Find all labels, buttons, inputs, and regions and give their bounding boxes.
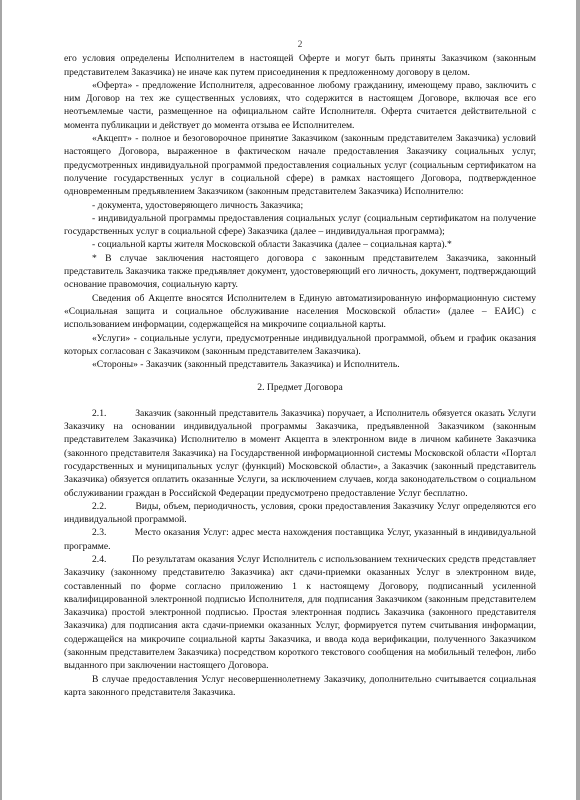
section-heading: 2. Предмет Договора [257, 382, 343, 394]
clause-2-2 [64, 500, 536, 527]
page-number: 2 [297, 39, 303, 50]
list-item-identity-document: - документа, удостоверяющего личность Заказчика; [92, 199, 304, 211]
paragraph-continuation: его условия определены Исполнителем в настоящей Оферте и могут быть приняты Заказчиком (законным представителем Заказчика) не иначе как путем присоединения к предложенному договору в целом. [64, 53, 536, 78]
footnote: * В случае заключения настоящего договора с законным представителем Заказчика, законный представитель Заказчика также предъявляет документ, удостоверяющий его личность, документ, подтверждающий основание правомочия, социальную карту. [64, 252, 536, 291]
clause-text: Место оказания Услуг: адрес места нахождения поставщика Услуг, указанный в индивидуальной программе. [64, 527, 536, 552]
closing-paragraph: В случае предоставления Услуг несовершеннолетнему Заказчику, дополнительно считывается социальная карта законного представителя Заказчика. [64, 673, 536, 698]
list-item-individual-program: - индивидуальной программы предоставления социальных услуг (социальным сертификатом на получение государственных услуг в социальной сфере) Заказчика (далее – индивидуальная программа); [64, 212, 536, 238]
paragraph-parties-definition: «Стороны» - Заказчик (законный представитель Заказчика) и Исполнитель. [92, 359, 400, 371]
paragraph-acceptance-definition: «Акцепт» - полное и безоговорочное принятие Заказчиком (законным представителем Заказчика) условий настоящего Договора, выраженное в фактическом начале предоставления Заказчику социальных услуг, предусмотренных индивидуальной программой предоставления социальных услуг (социальным сертификатом на получение государственных услуг в социальной сфере) в рамках настоящего Договора, подтвержденное одновременным предъявлением Заказчиком (законным представителем Заказчика) Исполнителю: [64, 133, 536, 198]
clause-number: 2.2. [92, 500, 107, 512]
paragraph-acceptance-info: Сведения об Акцепте вносятся Исполнителем в Единую автоматизированную информационную систему «Социальная защита и социальное обслуживание населения Московской области» (далее – ЕАИС) с использованием информации, содержащейся на микрочипе социальной карты. [64, 292, 536, 331]
clause-text: Виды, объем, периодичность, условия, сроки предоставления Заказчику Услуг определяются его индивидуальной программой. [64, 500, 536, 526]
clause-number: 2.3. [92, 527, 107, 539]
clause-2-1 [64, 407, 536, 500]
clause-2-4 [64, 553, 536, 673]
paragraph-offer-definition: «Оферта» - предложение Исполнителя, адресованное любому гражданину, имеющему право, заключить с ним Договор на тех же существенных условиях, что содержится в настоящем Договоре, включая все его неотъемлемые части, размещенное на официальном сайте Исполнителя. Оферта считается действительной с момента публикации и действует до момента отзыва ее Исполнителем. [64, 79, 536, 131]
clause-number: 2.4. [92, 553, 107, 565]
clause-text: По результатам оказания Услуг Исполнитель с использованием технических средств представляет Заказчику (законному представителю Заказчика) акт сдачи-приемки оказанных Услуг в электронном виде, составленный по форме согласно приложению 1 к настоящему Договору, подписанный усиленной квалифицированной электронной подписью Исполнителя, для подписания Заказчиком (законным представителем Заказчика) простой электронной подписью. Простая электронная подпись Заказчика (законного представителя Заказчика) для подписания акта сдачи-приемки оказанных Услуг, формируется путем считывания информации, содержащейся на микрочипе социальной карты Заказчика, и ввода кода верификации, полученного Заказчиком (законным представителем Заказчика) посредством короткого текстового сообщения на мобильный телефон, либо выданного при заключении настоящего Договора. [64, 553, 537, 672]
paragraph-services-definition: «Услуги» - социальные услуги, предусмотренные индивидуальной программой, объем и график оказания которых согласован с Заказчиком (законным представителем Заказчика). [64, 332, 536, 357]
clause-number: 2.1. [92, 407, 107, 419]
list-item-social-card: - социальной карты жителя Московской области Заказчика (далее – социальная карта).* [92, 239, 452, 251]
clause-text: Заказчик (законный представитель Заказчика) поручает, а Исполнитель обязуется оказать Услуги Заказчику на основании индивидуальной программы Заказчика, предъявленной Заказчиком (законным представителем Заказчика) Исполнителю в момент Акцепта в электронном виде в личном кабинете Заказчика (законного представителя Заказчика) на Государственной информационной системы Московской области «Портал государственных и муниципальных услуг (функций) Московской области», а Заказчик (законный представитель Заказчика) обязуется оплатить оказанные Услуги, за исключением случаев, когда законодательством о социальном обслуживании граждан в Российской Федерации предусмотрено предоставление Услуг бесплатно. [64, 407, 536, 499]
document-page [2, 0, 576, 800]
clause-2-3 [64, 526, 536, 553]
